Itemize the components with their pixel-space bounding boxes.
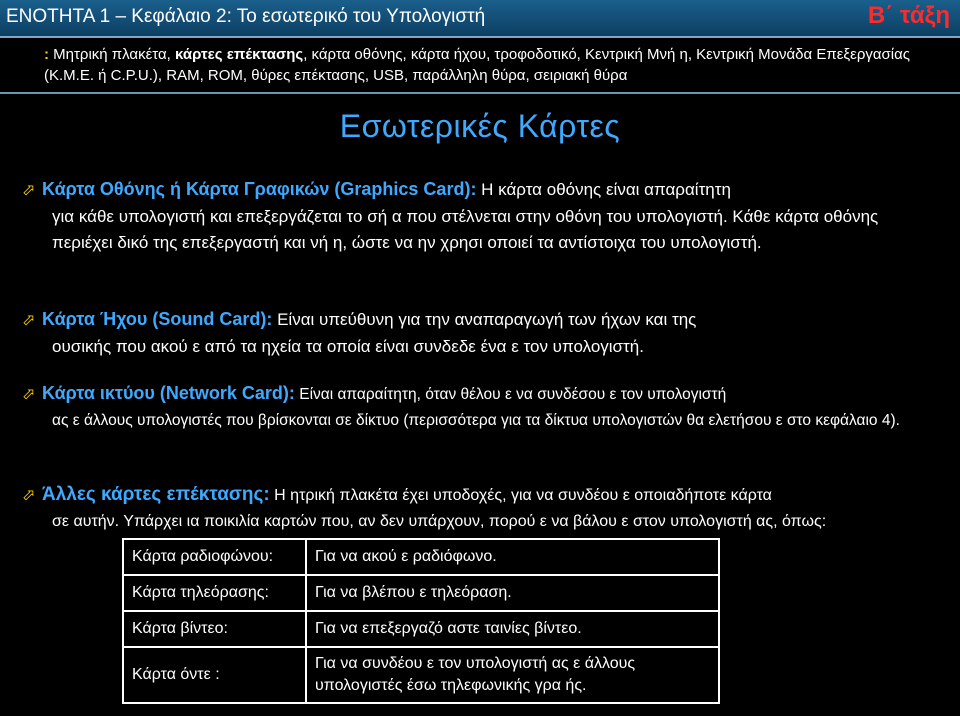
keywords-part1: Μητρική πλακέτα,: [49, 46, 176, 63]
section-network-card: [22, 380, 942, 434]
grade-label: Β΄ τάξη: [867, 2, 950, 29]
section-other-cards: [22, 482, 942, 535]
page-title: Εσωτερικές Κάρτες: [339, 108, 621, 144]
divider: [0, 92, 960, 94]
bullet-arrow-icon: ⬀: [22, 487, 36, 504]
section-graphics-card: [22, 176, 942, 256]
table-cell-use: Για να συνδέου ε τον υπολογιστή ας ε άλλους υπολογιστές έσω τηλεφωνικής γρα ής.: [306, 647, 719, 703]
section-line1: Η ητρική πλακέτα έχει υποδοχές, για να συνδέου ε οποιαδήποτε κάρτα: [269, 487, 772, 504]
section-rest: για κάθε υπολογιστή και επεξεργάζεται το σή α που στέλνεται στην οθόνη του υπολογιστή. Κάθε κάρτα οθόνης περιέχει δικό της επεξεργαστή και νή η, ώστε να ην χρησι οποιεί τα αντίστοιχα του υπολογιστή.: [52, 207, 879, 252]
keywords-part3: , κάρτα οθόνης, κάρτα ήχου, τροφοδοτικό, Κεντρική Μνή η, Κεντρική Μονάδα Επεξεργασίας (Κ.Μ.Ε. ή C.P.U.), RAM, ROM, θύρες επέκτασης, USB, παράλληλη θύρα, σειριακή θύρα: [44, 46, 911, 84]
section-line1: Η κάρτα οθόνης είναι απαραίτητη: [476, 180, 731, 199]
table-row: [123, 611, 719, 647]
table-row: [123, 575, 719, 611]
table-cell-use: Για να βλέπου ε τηλεόραση.: [306, 575, 719, 611]
keywords-line: [44, 44, 944, 86]
keywords-part2: κάρτες επέκτασης: [175, 46, 304, 63]
chapter-title: ΕΝΟΤΗΤΑ 1 – Κεφάλαιο 2: Το εσωτερικό του Υπολογιστή: [6, 6, 486, 27]
section-term: Άλλες κάρτες επέκτασης:: [42, 484, 270, 505]
section-sound-card: [22, 306, 942, 360]
bullet-arrow-icon: ⬀: [22, 182, 36, 199]
section-rest: ουσικής που ακού ε από τα ηχεία τα οποία είναι συνδεδε ένα ε τον υπολογιστή.: [52, 337, 644, 356]
examples-table: [122, 538, 720, 704]
table-cell-use: Για να επεξεργαζό αστε ταινίες βίντεο.: [306, 611, 719, 647]
page-title-wrap: [0, 108, 960, 145]
section-rest: σε αυτήν. Υπάρχει ια ποικιλία καρτών που, αν δεν υπάρχουν, πορού ε να βάλου ε στον υπολογιστή ας, όπως:: [52, 513, 827, 530]
table-cell-card: Κάρτα τηλεόρασης:: [123, 575, 306, 611]
bullet-arrow-icon: ⬀: [22, 386, 36, 403]
table-row: [123, 647, 719, 703]
section-rest: ας ε άλλους υπολογιστές που βρίσκονται σε δίκτυο (περισσότερα για τα δίκτυα υπολογιστών θα ελετήσου ε στο κεφάλαιο 4).: [52, 412, 900, 429]
keywords-colon: :: [44, 46, 49, 63]
table-cell-card: Κάρτα ραδιοφώνου:: [123, 539, 306, 575]
table-row: [123, 539, 719, 575]
bullet-arrow-icon: ⬀: [22, 312, 36, 329]
section-term: Κάρτα ικτύου (Network Card):: [42, 383, 295, 403]
section-line1: Είναι υπεύθυνη για την αναπαραγωγή των ήχων και της: [272, 310, 697, 329]
section-term: Κάρτα Ήχου (Sound Card):: [42, 309, 273, 329]
section-line1: Είναι απαραίτητη, όταν θέλου ε να συνδέσου ε τον υπολογιστή: [294, 386, 727, 403]
table-cell-card: Κάρτα βίντεο:: [123, 611, 306, 647]
table-cell-card: Κάρτα όντε :: [123, 647, 306, 703]
header-bar: [0, 0, 960, 38]
section-term: Κάρτα Οθόνης ή Κάρτα Γραφικών (Graphics Card):: [42, 179, 477, 199]
table-cell-use: Για να ακού ε ραδιόφωνο.: [306, 539, 719, 575]
